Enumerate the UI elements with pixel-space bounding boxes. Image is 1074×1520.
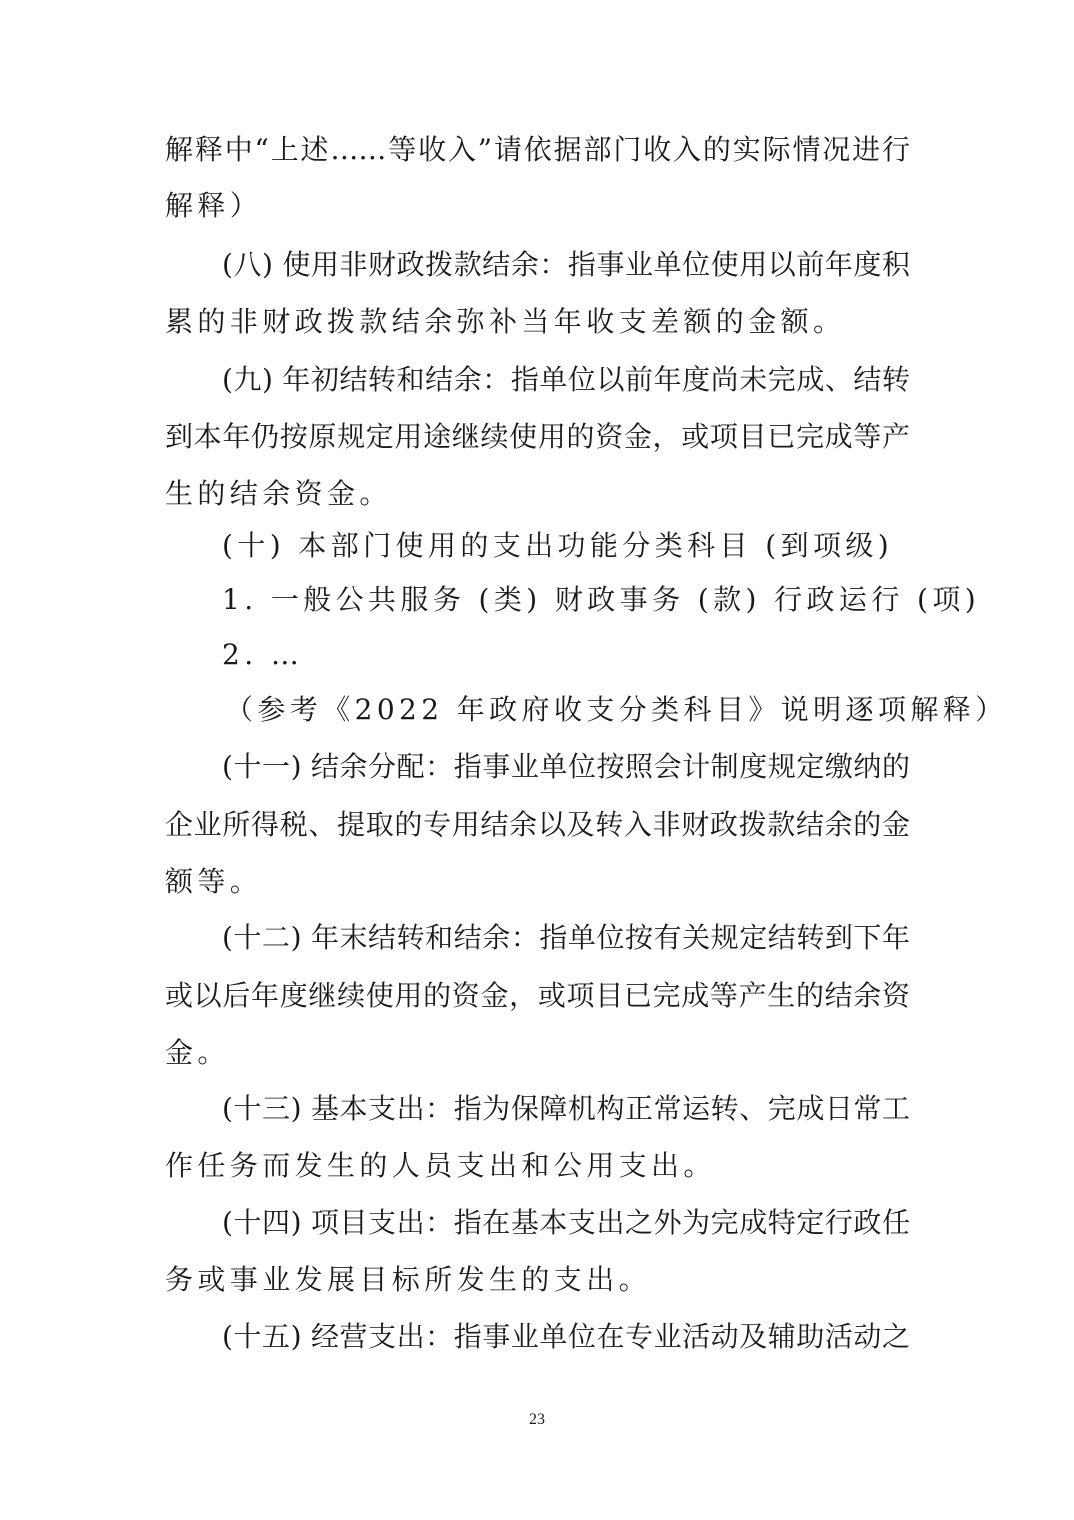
- paragraph-x-heading: (十) 本部门使用的支出功能分类科目 (到项级): [222, 529, 894, 562]
- list-item-2: 2. …: [222, 638, 304, 671]
- paragraph-ix-heading: (九) 年初结转和结余：指单位以前年度尚未完成、结转: [222, 363, 910, 396]
- text-line: 生的结余资金。: [165, 477, 392, 510]
- text-line: 额等。: [165, 865, 263, 898]
- list-item-1: 1. 一般公共服务 (类) 财政事务 (款) 行政运行 (项): [222, 583, 981, 616]
- paragraph-xiii-heading: (十三) 基本支出：指为保障机构正常运转、完成日常工: [222, 1092, 910, 1125]
- paragraph-xv-heading: (十五) 经营支出：指事业单位在专业活动及辅助活动之: [222, 1320, 910, 1353]
- paragraph-xi-heading: (十一) 结余分配：指事业单位按照会计制度规定缴纳的: [222, 750, 910, 783]
- text-line: 累的非财政拨款结余弥补当年收支差额的金额。: [165, 305, 846, 338]
- text-line: 解释）: [165, 189, 263, 222]
- text-line: 解释中“上述……等收入”请依据部门收入的实际情况进行: [165, 133, 910, 166]
- text-line: 金。: [165, 1036, 230, 1069]
- text-line: 务或事业发展目标所发生的支出。: [165, 1263, 652, 1296]
- text-line: 作任务而发生的人员支出和公用支出。: [165, 1149, 716, 1182]
- paragraph-xiv-heading: (十四) 项目支出：指在基本支出之外为完成特定行政任: [222, 1206, 910, 1239]
- paragraph-xii-heading: (十二) 年末结转和结余：指单位按有关规定结转到下年: [222, 921, 910, 954]
- page-number: 23: [529, 1411, 545, 1428]
- text-line: 到本年仍按原规定用途继续使用的资金，或项目已完成等产: [165, 420, 910, 453]
- paragraph-viii-heading: (八) 使用非财政拨款结余：指事业单位使用以前年度积: [222, 248, 910, 281]
- reference-note: （参考《2022 年政府收支分类科目》说明逐项解释）: [225, 693, 1008, 726]
- text-line: 或以后年度继续使用的资金，或项目已完成等产生的结余资: [165, 979, 910, 1012]
- text-line: 企业所得税、提取的专用结余以及转入非财政拨款结余的金: [165, 808, 910, 841]
